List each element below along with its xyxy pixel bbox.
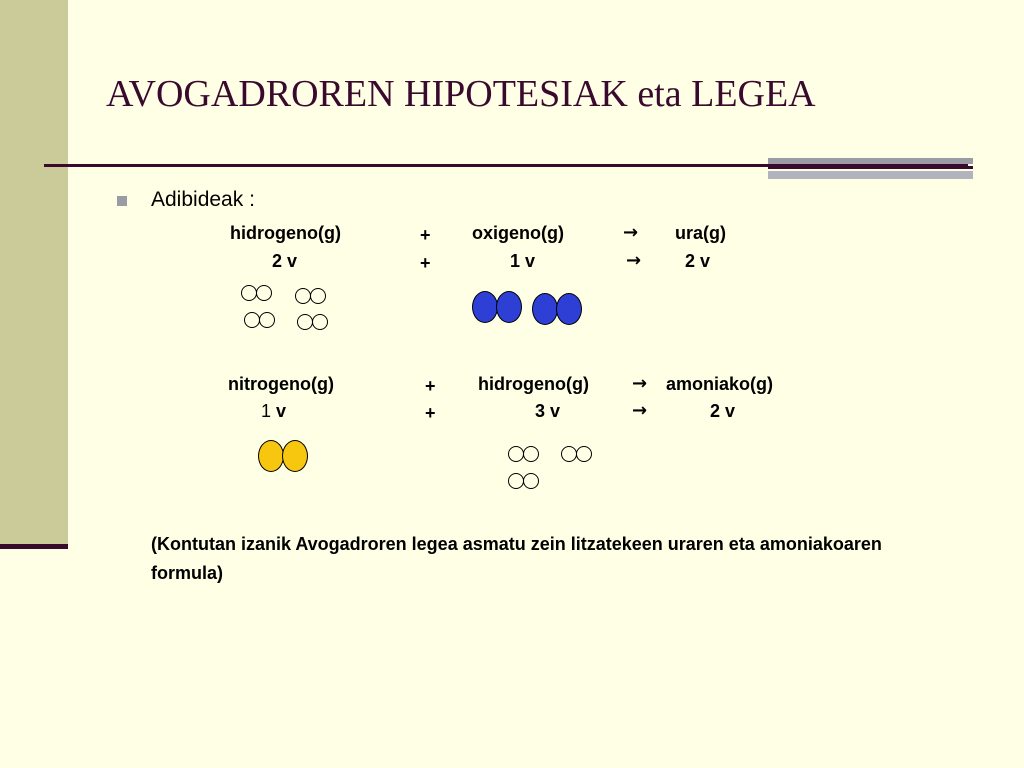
r2-arrow-icon: → <box>632 373 648 394</box>
r2-reactant1: nitrogeno(g) <box>228 374 334 394</box>
slide-title: AVOGADROREN HIPOTESIAK eta LEGEA <box>106 73 816 115</box>
r2-plus-2: + <box>425 403 436 423</box>
left-decorative-bar <box>0 0 68 548</box>
r1-plus-2: + <box>420 253 431 273</box>
r2-volume-reactant1-number: 1 <box>261 401 272 421</box>
r2-volume-reactant2: 3 v <box>535 401 561 421</box>
r1-reactant2: oxigeno(g) <box>472 223 564 243</box>
r1-product: ura(g) <box>675 223 726 243</box>
r2-volume-reactant1 <box>261 401 286 422</box>
r1-plus: + <box>420 225 431 245</box>
r1-reactant1: hidrogeno(g) <box>230 223 341 243</box>
footnote: (Kontutan izanik Avogadroren legea asmatu zein litzatekeen uraren eta amoniakoaren formula) <box>151 534 882 583</box>
r1-arrow-icon: → <box>623 222 639 243</box>
r1-volume-reactant2: 1 v <box>510 251 536 271</box>
r2-volume-product: 2 v <box>710 401 736 421</box>
r1-arrow-icon-2: → <box>626 250 642 271</box>
r1-volume-product: 2 v <box>685 251 711 271</box>
r2-reactant2: hidrogeno(g) <box>478 374 589 394</box>
accent-bar <box>768 158 973 180</box>
bullet-marker <box>117 196 127 206</box>
r2-product: amoniako(g) <box>666 374 774 394</box>
left-rule <box>0 544 68 549</box>
r2-plus: + <box>425 376 436 396</box>
r2-volume-reactant1-unit: v <box>276 401 287 421</box>
r2-arrow-icon-2: → <box>632 400 648 421</box>
r1-volume-reactant1: 2 v <box>272 251 298 271</box>
bullet-label: Adibideak : <box>151 188 255 211</box>
